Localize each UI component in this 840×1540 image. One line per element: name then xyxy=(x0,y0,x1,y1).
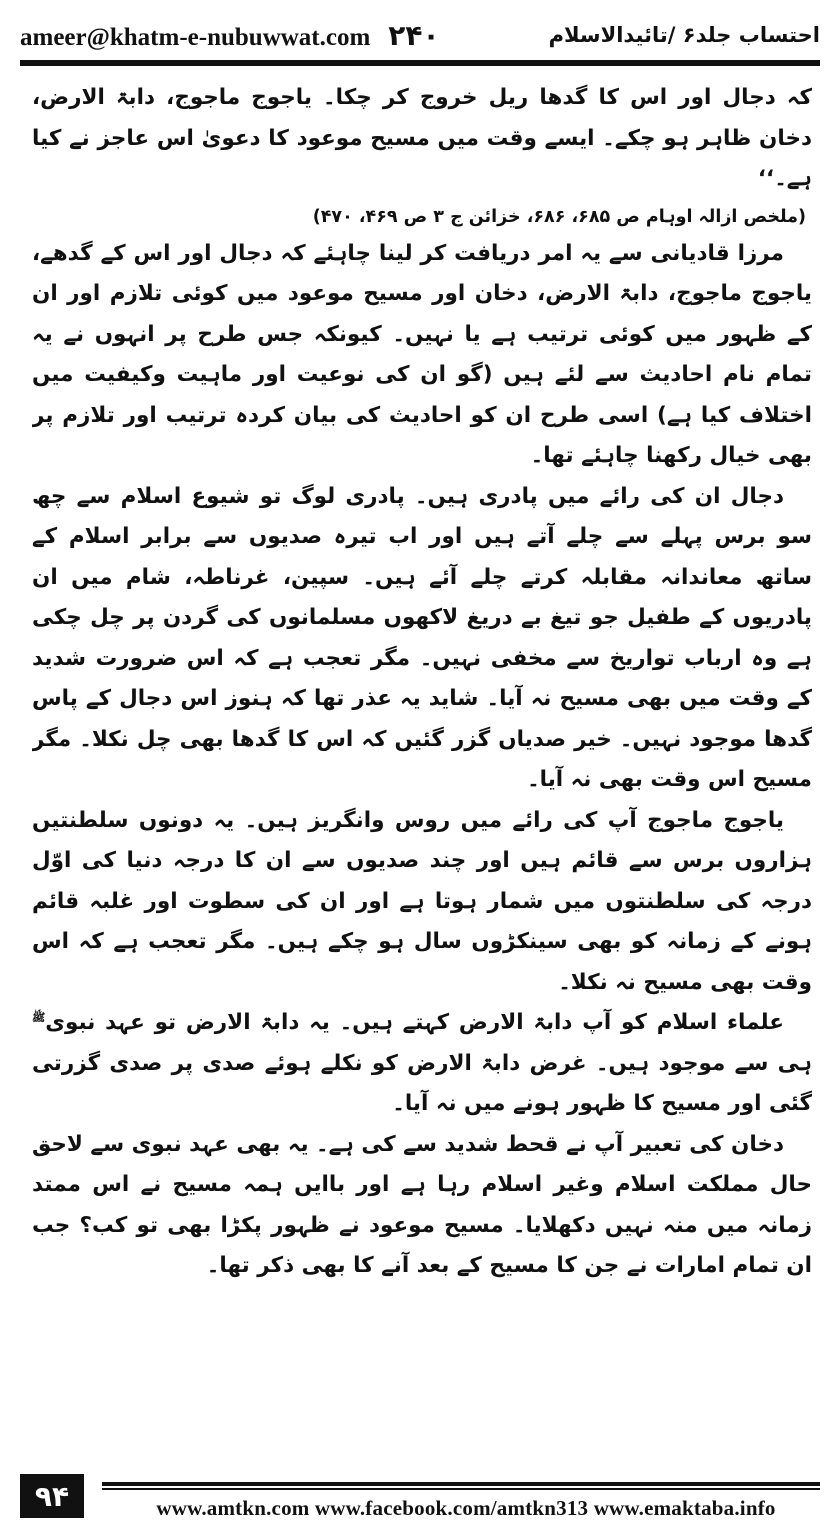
paragraph: مرزا قادیانی سے یہ امر دریافت کر لینا چاہئے کہ دجال اور اس کے گدھے، یاجوج ماجوج، دابۃ الارض، دخان اور مسیح موعود میں کوئی تلازم اور ان کے ظہور میں کوئی ترتیب ہے یا نہیں۔ کیونکہ جس طرح پر انہوں نے یہ تمام نام احادیث سے لئے ہیں (گو ان کی نوعیت اور ماہیت وکیفیت میں اختلاف کیا ہے) اسی طرح ان کو احادیث کی بیان کردہ ترتیب اور تلازم پر بھی خیال رکھنا چاہئے تھا۔ xyxy=(32,240,812,468)
footer-rule-thin xyxy=(102,1488,820,1490)
paragraph: دخان کی تعبیر آپ نے قحط شدید سے کی ہے۔ یہ بھی عہد نبوی سے لاحق حال مملکت اسلام وغیر اسلام رہا ہے اور باایں ہمہ مسیح نے اس ممتد زمانہ میں منہ نہیں دکھلایا۔ مسیح موعود نے ظہور پکڑا بھی تو کب؟ جب ان تمام امارات نے جن کا مسیح کے بعد آنے کا بھی ذکر تھا۔ xyxy=(32,1131,812,1278)
header-left xyxy=(20,19,440,52)
paragraph: دجال ان کی رائے میں پادری ہیں۔ پادری لوگ تو شیوع اسلام سے چھ سو برس پہلے سے چلے آتے ہیں اور اب تیرہ صدیوں سے برابر اسلام کے ساتھ معاندانہ مقابلہ کرتے چلے آئے ہیں۔ سپین، غرناطہ، شام میں ان پادریوں کے طفیل جو تیغ بے دریغ لاکھوں مسلمانوں کی گردن پر چل چکی ہے وہ ارباب تواریخ سے مخفی نہیں۔ مگر تعجب ہے کہ اس ضرورت شدید کے وقت میں بھی مسیح نہ آیا۔ شاید یہ عذر تھا کہ ہنوز اس دجال کے پاس گدھا موجود نہیں۔ خیر صدیاں گزر گئیں کہ اس کا گدھا بھی چل نکلا۔ مگر مسیح اس وقت بھی نہ آیا۔ xyxy=(32,483,812,792)
footer-links: www.amtkn.com www.facebook.com/amtkn313 www.emaktaba.info xyxy=(156,1496,776,1520)
running-title: احتساب جلد۶ /تائیدالاسلام xyxy=(548,23,820,47)
paragraph-text: علماء اسلام کو آپ دابۃ الارض کہتے ہیں۔ یہ دابۃ الارض تو عہد نبوی xyxy=(45,1010,784,1035)
page-header xyxy=(20,14,820,56)
paragraph-quote-end: کہ دجال اور اس کا گدھا ریل خروج کر چکا۔ یاجوج ماجوج، دابۃ الارض، دخان ظاہر ہو چکے۔ ایسے وقت میں مسیح موعود کا دعویٰ اس عاجز نے کیا ہے۔‘‘ xyxy=(32,85,812,191)
honorific-mark: ﷺ xyxy=(32,1010,46,1024)
paragraph-text: ہی سے موجود ہیں۔ غرض دابۃ الارض کو نکلے ہوئے صدی پر صدی گزرتی گئی اور مسیح کا ظہور ہونے میں نہ آیا۔ xyxy=(32,1050,812,1116)
header-rule xyxy=(20,60,820,66)
footer-rule xyxy=(102,1482,820,1486)
paragraph: یاجوج ماجوج آپ کی رائے میں روس وانگریز ہیں۔ یہ دونوں سلطنتیں ہزاروں برس سے قائم ہیں اور چند صدیوں سے ان کا درجہ دنیا کی اوّل درجہ کی سلطنتوں میں شمار ہوتا ہے اور ان کی سطوت اور غلبہ قائم ہونے کے زمانہ کو بھی سینکڑوں سال ہو چکے ہیں۔ مگر تعجب ہے کہ اس وقت بھی مسیح نہ نکلا۔ xyxy=(32,807,812,995)
paragraph xyxy=(32,1003,812,1125)
header-page-number: ۲۴۰ xyxy=(388,18,440,52)
header-email: ameer@khatm-e-nubuwwat.com xyxy=(20,23,371,51)
footer-page-number: ۹۴ xyxy=(20,1474,84,1518)
page-body xyxy=(32,78,812,1462)
reference-citation: (ملخص ازالہ اوہام ص ۶۸۵، ۶۸۶، خزائن ج ۳ ص ۴۶۹، ۴۷۰) xyxy=(312,206,806,227)
page-footer xyxy=(20,1474,820,1524)
